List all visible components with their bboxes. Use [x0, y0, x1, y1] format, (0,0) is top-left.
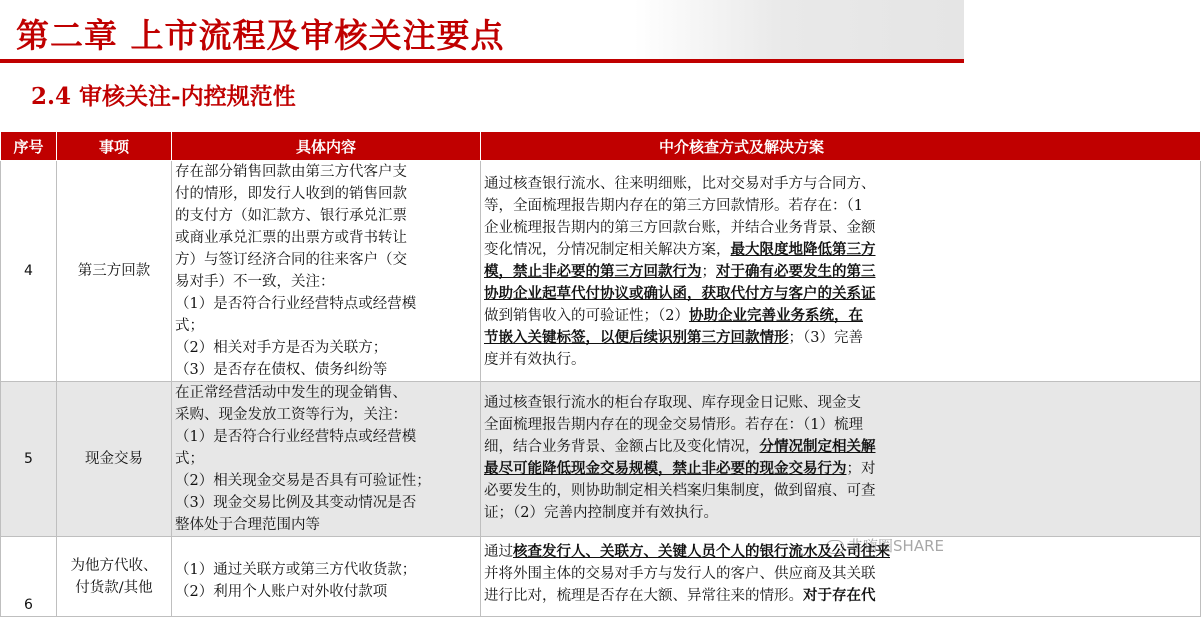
solution-segment: ；对 必要发生的，则协助制定相关档案归集制度，做到留痕、可查 证；（2）完善内控制度并有效执行。 [484, 461, 876, 521]
solution-segment: 通过核查银行流水、往来明细账，比对交易对手方与合同方、 等，全面梳理报告期内存在的第三方回款情形。若存在：（1 企业梳理报告期内的第三方回款台账，并结合业务背景、金额 变化情况，分情况制定相关解决方案， [484, 176, 876, 258]
solution-segment: ；（3）完善 度并有效执行。 [484, 330, 863, 368]
solution-segment: 分情况制定相关解 最尽可能降低现金交易规模，禁止非必要的现金交易行为 [484, 438, 876, 477]
review-table [0, 131, 1201, 617]
review-table-container [0, 131, 964, 613]
section-title: 2.4 审核关注-内控规范性 [31, 83, 296, 110]
solution-segment: 并将外围主体的交易对手方与发行人的客户、供应商及其关联 进行比对，梳理是否存在大额、异常往来的情形。 [484, 566, 876, 604]
column-header-content: 具体内容 [172, 132, 481, 161]
row-solution-text [484, 161, 1197, 371]
row-item: 现金交易 [57, 382, 172, 537]
wechat-icon [826, 540, 844, 554]
row-solution-text [484, 382, 1197, 524]
solution-segment: 协助企业完善业务系统，在 节嵌入关键标签，以便后续识别第三方回款情形 [484, 307, 863, 346]
row-content-text: 存在部分销售回款由第三方代客户支 付的情形，即发行人收到的销售回款 的支付方（如汇款方、银行承兑汇票 或商业承兑汇票的出票方或背书转让 方）与签订经济合同的往来客户（交 易对手）不一致，关注： （1）是否符合行业经营特点或经营模 式； （2）相关对手方是否为关联方； （3）是否存在债权、债务纠纷等 [175, 164, 417, 378]
header-decoration [634, 0, 964, 62]
row-solution [481, 382, 1201, 537]
watermark [826, 535, 944, 556]
solution-segment: 最大限度地降低第三方 模，禁止非必要的第三方回款行为 [484, 241, 876, 280]
solution-segment: 核查发行人、关联方、关键人员个人的银行流水及公司往来 [513, 543, 890, 560]
solution-segment: 对于存在代 [803, 587, 876, 604]
chapter-title: 第二章 上市流程及审核关注要点 [16, 16, 505, 55]
row-number: 6 [1, 537, 57, 617]
table-header-row [1, 132, 1201, 161]
solution-segment: 做到销售收入的可验证性；（2） [484, 308, 689, 324]
row-item [57, 537, 172, 617]
row-number: 4 [1, 161, 57, 382]
row-solution [481, 161, 1201, 382]
solution-segment: 通过核查银行流水的柜台存取现、库存现金日记账、现金支 全面梳理报告期内存在的现金交易情形。若存在：（1）梳理 细，结合业务背景、金额占比及变化情况， [484, 395, 863, 455]
table-row [1, 537, 1201, 617]
solution-segment: 对于确有必要发生的第三 协助企业起草代付协议或确认函，获取代付方与客户的关系证 [484, 263, 876, 302]
table-row [1, 382, 1201, 537]
title-divider [0, 59, 964, 63]
row-content-text: 在正常经营活动中发生的现金销售、 采购、现金发放工资等行为，关注： （1）是否符合行业经营特点或经营模 式； （2）相关现金交易是否具有可验证性； （3）现金交易比例及其变动情况是否 整体处于合理范围内等 [175, 385, 431, 533]
column-header-item: 事项 [57, 132, 172, 161]
watermark-text: 韭嗨圈SHARE [848, 537, 944, 555]
column-header-solution: 中介核查方式及解决方案 [481, 132, 1201, 161]
solution-segment: 通过 [484, 544, 513, 560]
row-content [172, 537, 481, 617]
solution-segment: ； [701, 264, 716, 280]
row-item: 第三方回款 [57, 161, 172, 382]
row-content [172, 382, 481, 537]
row-number: 5 [1, 382, 57, 537]
row-item-text: 为他方代收、 付货款/其他 [70, 557, 158, 596]
column-header-number: 序号 [1, 132, 57, 161]
table-row [1, 161, 1201, 382]
row-content [172, 161, 481, 382]
row-content-text: （1）通过关联方或第三方代收货款； （2）利用个人账户对外收付款项 [175, 562, 417, 600]
